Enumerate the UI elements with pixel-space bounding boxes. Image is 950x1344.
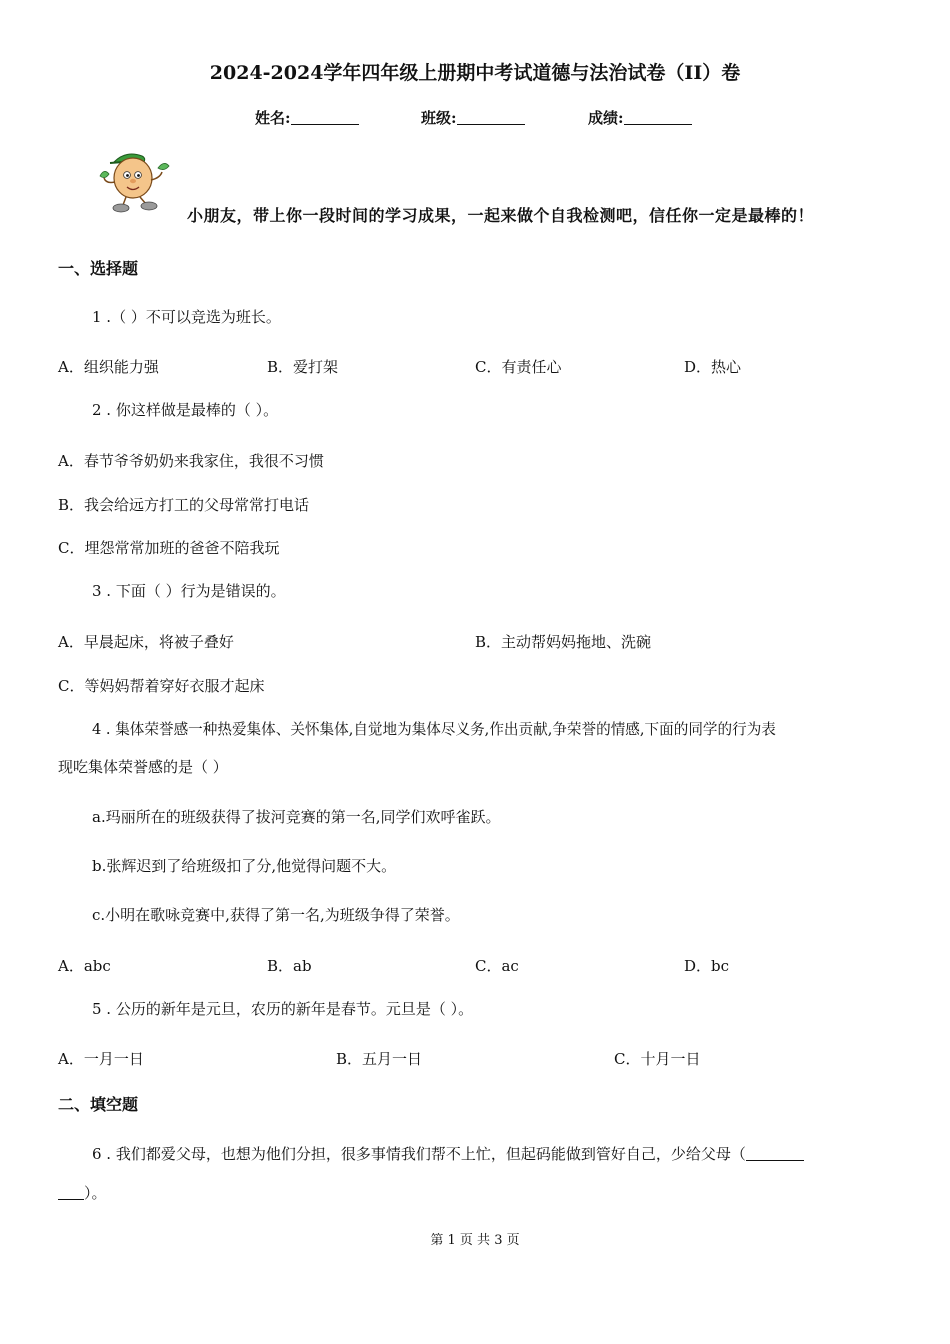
q1-option-a: A．组织能力强 <box>58 358 159 376</box>
name-label: 姓名: <box>255 109 291 127</box>
question-6-line1 <box>92 1143 804 1164</box>
question-6-text: 6 . 我们都爱父母，也想为他们分担，很多事情我们帮不上忙，但起码能做到管好自己，少给父母（ <box>92 1145 746 1163</box>
q3-option-b: B．主动帮妈妈拖地、洗碗 <box>475 633 652 651</box>
q5-option-b: B．五月一日 <box>336 1050 423 1068</box>
score-field <box>588 107 692 128</box>
class-field <box>421 107 525 128</box>
q6-answer-blank-2 <box>58 1186 84 1200</box>
class-label: 班级: <box>421 109 457 127</box>
class-blank <box>457 110 525 125</box>
q4-item-a: a.玛丽所在的班级获得了拔河竞赛的第一名,同学们欢呼雀跃。 <box>92 808 501 826</box>
q1-option-b: B．爱打架 <box>267 358 339 376</box>
q4-option-c: C．ac <box>475 957 519 975</box>
section-heading-choice: 一、选择题 <box>58 259 139 278</box>
q3-option-a: A．早晨起床，将被子叠好 <box>58 633 234 651</box>
section-heading-fill: 二、填空题 <box>58 1095 139 1114</box>
question-5-stem: 5 . 公历的新年是元旦，农历的新年是春节。元旦是（ ）。 <box>92 1000 474 1018</box>
question-3-stem: 3 . 下面（ ）行为是错误的。 <box>92 582 286 600</box>
intro-text: 小朋友，带上你一段时间的学习成果，一起来做个自我检测吧，信任你一定是最棒的！ <box>187 206 815 225</box>
q6-answer-blank-1 <box>746 1147 804 1161</box>
name-field <box>255 107 359 128</box>
q2-option-b: B．我会给远方打工的父母常常打电话 <box>58 496 310 514</box>
q4-option-a: A．abc <box>58 957 111 975</box>
q2-option-c: C．埋怨常常加班的爸爸不陪我玩 <box>58 539 280 557</box>
q3-option-c: C．等妈妈帮着穿好衣服才起床 <box>58 677 265 695</box>
q5-option-a: A．一月一日 <box>58 1050 144 1068</box>
question-6-line2 <box>58 1182 107 1203</box>
question-4-stem-line1: 4 . 集体荣誉感一种热爱集体、关怀集体,自觉地为集体尽义务,作出贡献,争荣誉的情感,下面的同学的行为表 <box>92 721 776 738</box>
name-blank <box>291 110 359 125</box>
exam-title: 2024-2024学年四年级上册期中考试道德与法治试卷（II）卷 <box>209 62 741 84</box>
q5-option-c: C．十月一日 <box>614 1050 701 1068</box>
q4-option-d: D．bc <box>684 957 730 975</box>
q1-option-c: C．有责任心 <box>475 358 562 376</box>
score-label: 成绩: <box>588 109 624 127</box>
q1-option-d: D．热心 <box>684 358 742 376</box>
score-blank <box>624 110 692 125</box>
page-number: 第 1 页 共 3 页 <box>430 1233 520 1248</box>
q4-option-b: B．ab <box>267 957 312 975</box>
question-2-stem: 2 . 你这样做是最棒的（ ）。 <box>92 401 279 419</box>
mascot-icon <box>96 148 174 214</box>
question-4-stem-line2: 现吃集体荣誉感的是（ ） <box>58 758 228 776</box>
q2-option-a: A．春节爷爷奶奶来我家住，我很不习惯 <box>58 452 324 470</box>
q4-item-b: b.张辉迟到了给班级扣了分,他觉得问题不大。 <box>92 857 397 875</box>
q4-item-c: c.小明在歌咏竞赛中,获得了第一名,为班级争得了荣誉。 <box>92 906 460 924</box>
question-1-stem: 1 .（ ）不可以竞选为班长。 <box>92 308 281 326</box>
question-6-end: ）。 <box>84 1184 107 1202</box>
